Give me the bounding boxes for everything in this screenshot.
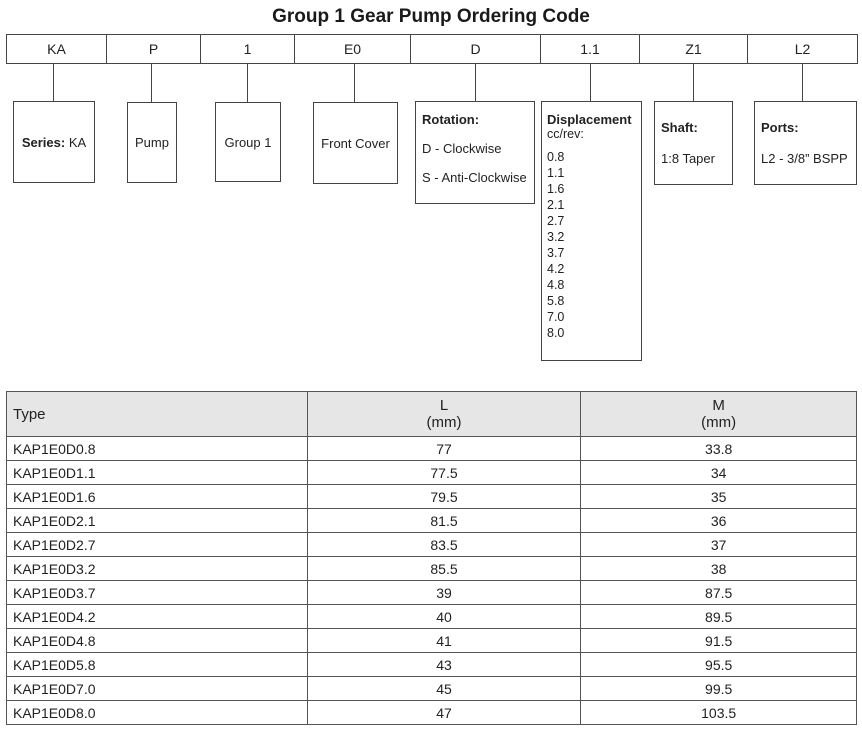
rotation-option: S - Anti-Clockwise bbox=[422, 170, 527, 185]
dimensions-table bbox=[6, 391, 857, 725]
cell-l: 81.5 bbox=[307, 509, 581, 533]
table-row bbox=[7, 701, 857, 725]
displacement-option: 4.8 bbox=[547, 278, 565, 292]
connector-line bbox=[53, 64, 54, 101]
page-title: Group 1 Gear Pump Ordering Code bbox=[272, 6, 590, 27]
header-type: Type bbox=[7, 392, 308, 437]
code-cell-shaft: Z1 bbox=[640, 35, 748, 63]
cell-m: 35 bbox=[581, 485, 857, 509]
series-label: Series: bbox=[21, 134, 66, 150]
cell-type: KAP1E0D3.7 bbox=[7, 581, 308, 605]
table-row bbox=[7, 581, 857, 605]
group-label: Group 1 bbox=[224, 134, 272, 150]
cell-m: 87.5 bbox=[581, 581, 857, 605]
displacement-option: 5.8 bbox=[547, 294, 565, 308]
cell-l: 41 bbox=[307, 629, 581, 653]
displacement-option: 4.2 bbox=[547, 262, 565, 276]
cell-m: 103.5 bbox=[581, 701, 857, 725]
code-cell-pump: P bbox=[107, 35, 201, 63]
table-row bbox=[7, 485, 857, 509]
displacement-option: 2.1 bbox=[547, 198, 565, 212]
connector-line bbox=[590, 64, 591, 101]
cell-m: 95.5 bbox=[581, 653, 857, 677]
cell-m: 38 bbox=[581, 557, 857, 581]
cell-m: 91.5 bbox=[581, 629, 857, 653]
ordering-code-row bbox=[6, 34, 858, 64]
table-row bbox=[7, 461, 857, 485]
table-row bbox=[7, 629, 857, 653]
rotation-label: Rotation: bbox=[422, 112, 480, 127]
table-row bbox=[7, 509, 857, 533]
code-cell-displacement: 1.1 bbox=[541, 35, 640, 63]
shaft-box bbox=[654, 101, 733, 185]
cell-type: KAP1E0D0.8 bbox=[7, 437, 308, 461]
displacement-label: Displacement bbox=[547, 112, 632, 127]
code-cell-rotation: D bbox=[411, 35, 541, 63]
table-row bbox=[7, 557, 857, 581]
cell-type: KAP1E0D3.2 bbox=[7, 557, 308, 581]
displacement-option: 3.2 bbox=[547, 230, 565, 244]
cell-m: 36 bbox=[581, 509, 857, 533]
displacement-option: 2.7 bbox=[547, 214, 565, 228]
table-row bbox=[7, 533, 857, 557]
connector-line bbox=[354, 64, 355, 102]
pump-label: Pump bbox=[135, 135, 169, 150]
connector-line bbox=[247, 64, 248, 102]
connector-line bbox=[151, 64, 152, 102]
cell-m: 89.5 bbox=[581, 605, 857, 629]
displacement-option: 3.7 bbox=[547, 246, 565, 260]
code-cell-cover: E0 bbox=[295, 35, 411, 63]
table-row bbox=[7, 677, 857, 701]
cell-type: KAP1E0D1.1 bbox=[7, 461, 308, 485]
cell-type: KAP1E0D2.7 bbox=[7, 533, 308, 557]
displacement-option: 1.6 bbox=[547, 182, 565, 196]
cell-type: KAP1E0D2.1 bbox=[7, 509, 308, 533]
group-box bbox=[215, 102, 281, 182]
table-row bbox=[7, 437, 857, 461]
cell-m: 99.5 bbox=[581, 677, 857, 701]
cell-type: KAP1E0D1.6 bbox=[7, 485, 308, 509]
code-cell-group: 1 bbox=[201, 35, 295, 63]
table-header-row bbox=[7, 392, 857, 437]
cell-l: 40 bbox=[307, 605, 581, 629]
front-cover-box bbox=[313, 102, 398, 184]
displacement-box bbox=[541, 101, 642, 361]
shaft-value: 1:8 Taper bbox=[661, 151, 715, 166]
displacement-option: 1.1 bbox=[547, 166, 565, 180]
displacement-option: 7.0 bbox=[547, 310, 565, 324]
series-value: KA bbox=[68, 134, 87, 150]
connector-line bbox=[475, 64, 476, 101]
header-l: L (mm) bbox=[307, 392, 581, 437]
cell-l: 83.5 bbox=[307, 533, 581, 557]
header-m: M (mm) bbox=[581, 392, 857, 437]
ports-label: Ports: bbox=[761, 120, 799, 135]
displacement-option: 8.0 bbox=[547, 326, 565, 340]
cell-type: KAP1E0D7.0 bbox=[7, 677, 308, 701]
front-cover-label: Front Cover bbox=[321, 135, 390, 151]
displacement-unit: cc/rev: bbox=[547, 127, 584, 141]
rotation-box bbox=[415, 101, 535, 204]
connector-line bbox=[802, 64, 803, 101]
cell-type: KAP1E0D5.8 bbox=[7, 653, 308, 677]
rotation-option: D - Clockwise bbox=[422, 141, 502, 156]
cell-type: KAP1E0D4.2 bbox=[7, 605, 308, 629]
cell-l: 45 bbox=[307, 677, 581, 701]
code-cell-series: KA bbox=[7, 35, 107, 63]
cell-l: 43 bbox=[307, 653, 581, 677]
cell-l: 79.5 bbox=[307, 485, 581, 509]
displacement-options bbox=[547, 149, 636, 341]
connector-line bbox=[693, 64, 694, 101]
cell-l: 77.5 bbox=[307, 461, 581, 485]
series-box bbox=[13, 101, 95, 183]
cell-l: 77 bbox=[307, 437, 581, 461]
cell-type: KAP1E0D8.0 bbox=[7, 701, 308, 725]
cell-m: 33.8 bbox=[581, 437, 857, 461]
cell-type: KAP1E0D4.8 bbox=[7, 629, 308, 653]
table-row bbox=[7, 653, 857, 677]
cell-l: 47 bbox=[307, 701, 581, 725]
shaft-label: Shaft: bbox=[661, 120, 698, 135]
pump-box bbox=[127, 102, 177, 183]
displacement-option: 0.8 bbox=[547, 150, 565, 164]
ports-value: L2 - 3/8” BSPP bbox=[761, 151, 848, 166]
ports-box bbox=[754, 101, 857, 185]
cell-l: 85.5 bbox=[307, 557, 581, 581]
cell-l: 39 bbox=[307, 581, 581, 605]
cell-m: 37 bbox=[581, 533, 857, 557]
cell-m: 34 bbox=[581, 461, 857, 485]
table-row bbox=[7, 605, 857, 629]
code-cell-ports: L2 bbox=[794, 41, 811, 57]
